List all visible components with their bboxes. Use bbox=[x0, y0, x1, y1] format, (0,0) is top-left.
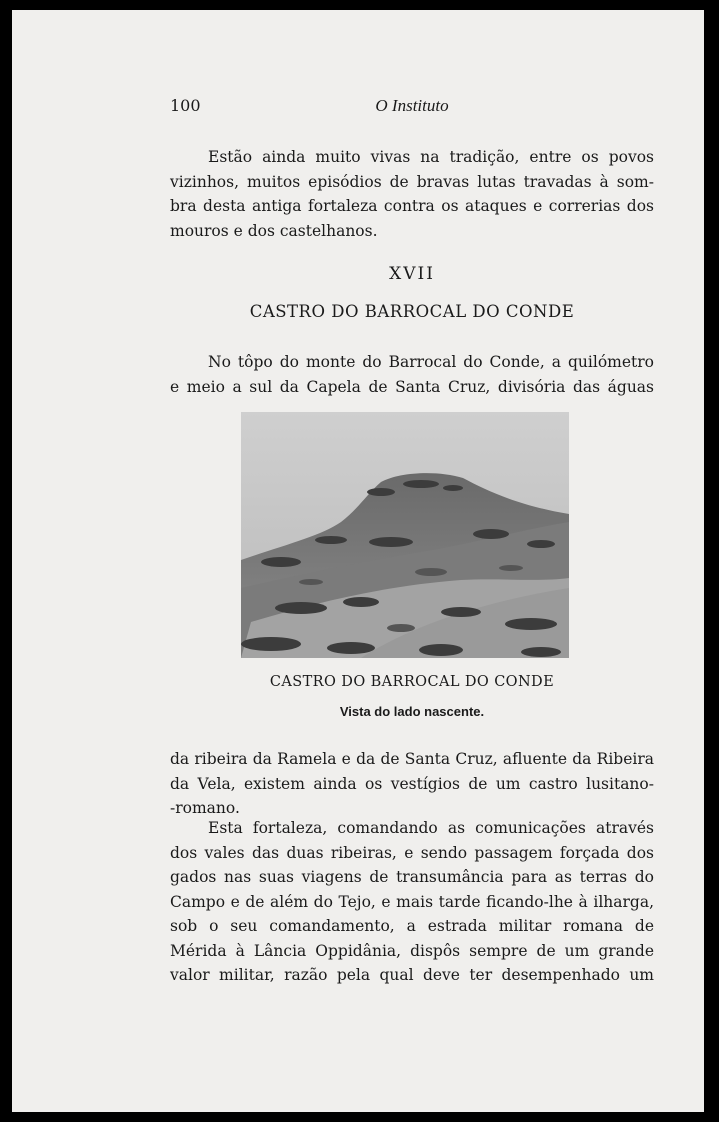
text-line: dos vales das duas ribeiras, e sendo passagem forçada dos bbox=[170, 843, 654, 862]
text-line: gados nas suas viagens de transumância para as terras do bbox=[170, 868, 654, 886]
book-page bbox=[12, 10, 704, 1112]
text-line: valor militar, razão pela qual deve ter desempenhado um bbox=[170, 966, 654, 984]
hill-photograph bbox=[241, 412, 569, 658]
section-numeral: XVII bbox=[389, 264, 435, 284]
text-line: No tôpo do monte do Barrocal do Conde, a quilómetro bbox=[208, 353, 654, 371]
text-line: da ribeira da Ramela e da de Santa Cruz, afluente da Ribeira bbox=[170, 750, 654, 768]
text-line: bra desta antiga fortaleza contra os ataques e correrias dos bbox=[170, 197, 654, 215]
text-line: da Vela, existem ainda os vestígios de um castro lusitano- bbox=[170, 774, 654, 793]
paragraph-castro bbox=[170, 747, 654, 821]
text-line: Campo e de além do Tejo, e mais tarde ficando-lhe à ilharga, bbox=[170, 892, 654, 911]
paragraph-tradition bbox=[170, 145, 654, 243]
text-line: -romano. bbox=[170, 799, 240, 817]
running-title: O Instituto bbox=[375, 96, 449, 115]
paragraph-location bbox=[170, 350, 654, 399]
text-line: Estão ainda muito vivas na tradição, entre os povos bbox=[208, 148, 654, 166]
figure-caption: CASTRO DO BARROCAL DO CONDE bbox=[269, 674, 555, 690]
text-line: sob o seu comandamento, a estrada militar romana de bbox=[170, 917, 654, 935]
page-number: 100 bbox=[170, 96, 201, 115]
text-line: vizinhos, muitos episódios de bravas lutas travadas à som- bbox=[170, 172, 654, 191]
text-line: Esta fortaleza, comandando as comunicações através bbox=[208, 819, 654, 837]
text-line: e meio a sul da Capela de Santa Cruz, divisória das águas bbox=[170, 377, 654, 396]
text-line: mouros e dos castelhanos. bbox=[170, 221, 378, 240]
paragraph-fortress bbox=[170, 816, 654, 988]
text-line: Mérida à Lância Oppidânia, dispôs sempre de um grande bbox=[170, 941, 654, 960]
page-header bbox=[170, 96, 654, 120]
section-title: CASTRO DO BARROCAL DO CONDE bbox=[249, 302, 575, 321]
figure-subcaption: Vista do lado nascente. bbox=[339, 704, 485, 719]
